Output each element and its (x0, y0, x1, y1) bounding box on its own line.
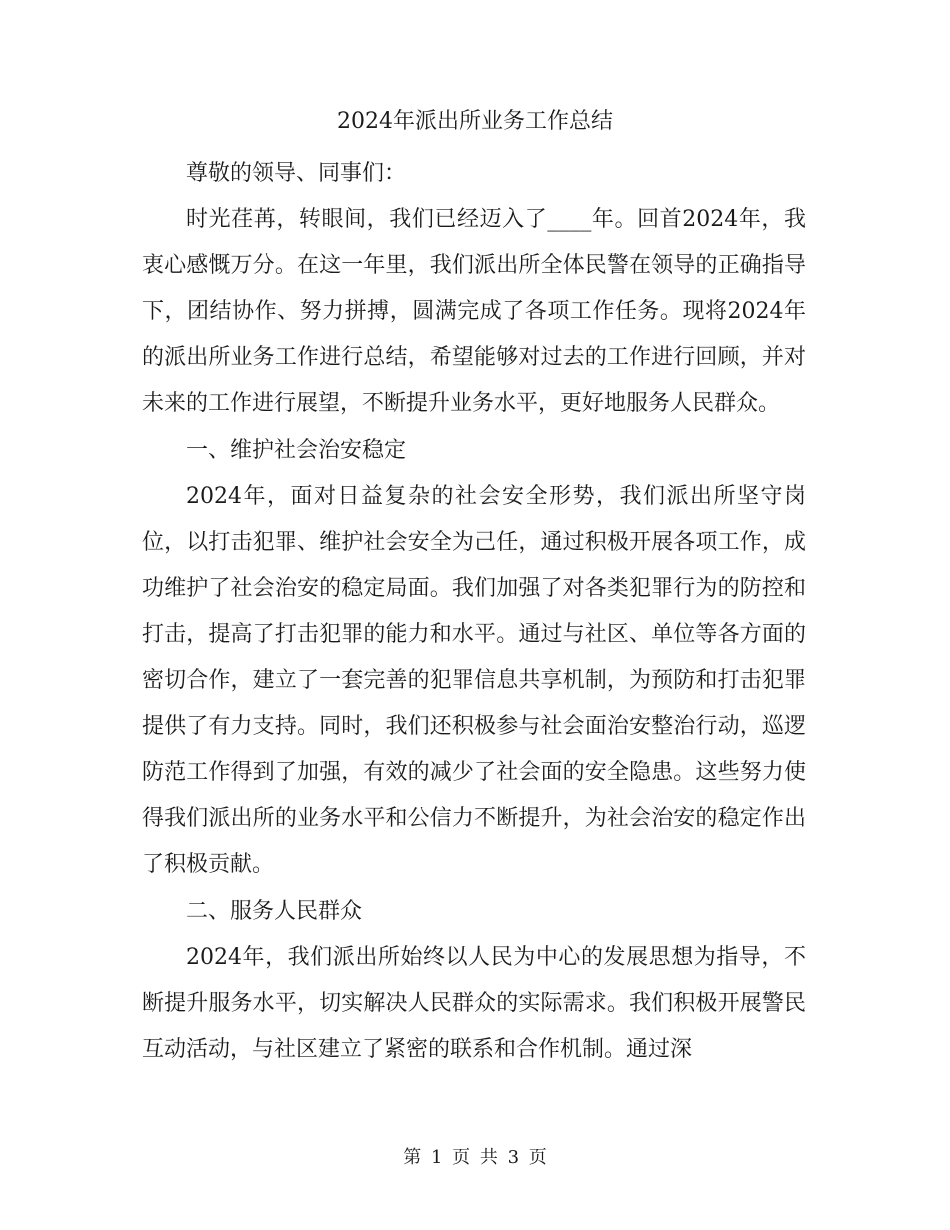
document-body (142, 151, 806, 1073)
page-number-footer: 第 1 页 共 3 页 (403, 1147, 547, 1168)
section-2-paragraph: 2024年，我们派出所始终以人民为中心的发展思想为指导，不断提升服务水平，切实解决人民群众的实际需求。我们积极开展警民互动活动，与社区建立了紧密的联系和合作机制。通过深 (142, 944, 806, 1062)
section-1-paragraph: 2024年，面对日益复杂的社会安全形势，我们派出所坚守岗位，以打击犯罪、维护社会安全为己任，通过积极开展各项工作，成功维护了社会治安的稳定局面。我们加强了对各类犯罪行为的防控和打击，提高了打击犯罪的能力和水平。通过与社区、单位等各方面的密切合作，建立了一套完善的犯罪信息共享机制，为预防和打击犯罪提供了有力支持。同时，我们还积极参与社会面治安整治行动，巡逻防范工作得到了加强，有效的减少了社会面的安全隐患。这些努力使得我们派出所的业务水平和公信力不断提升，为社会治安的稳定作出了积极贡献。 (142, 483, 806, 878)
intro-paragraph: 时光荏苒，转眼间，我们已经迈入了____年。回首2024年，我衷心感慨万分。在这一年里，我们派出所全体民警在领导的正确指导下，团结协作、努力拼搏，圆满完成了各项工作任务。现将2024年的派出所业务工作进行总结，希望能够对过去的工作进行回顾，并对未来的工作进行展望，不断提升业务水平，更好地服务人民群众。 (142, 207, 806, 417)
section-heading-1: 一、维护社会治安稳定 (186, 437, 407, 463)
section-heading-2: 二、服务人民群众 (186, 898, 363, 924)
document-title: 2024年派出所业务工作总结 (337, 109, 613, 134)
salutation: 尊敬的领导、同事们： (186, 161, 407, 186)
